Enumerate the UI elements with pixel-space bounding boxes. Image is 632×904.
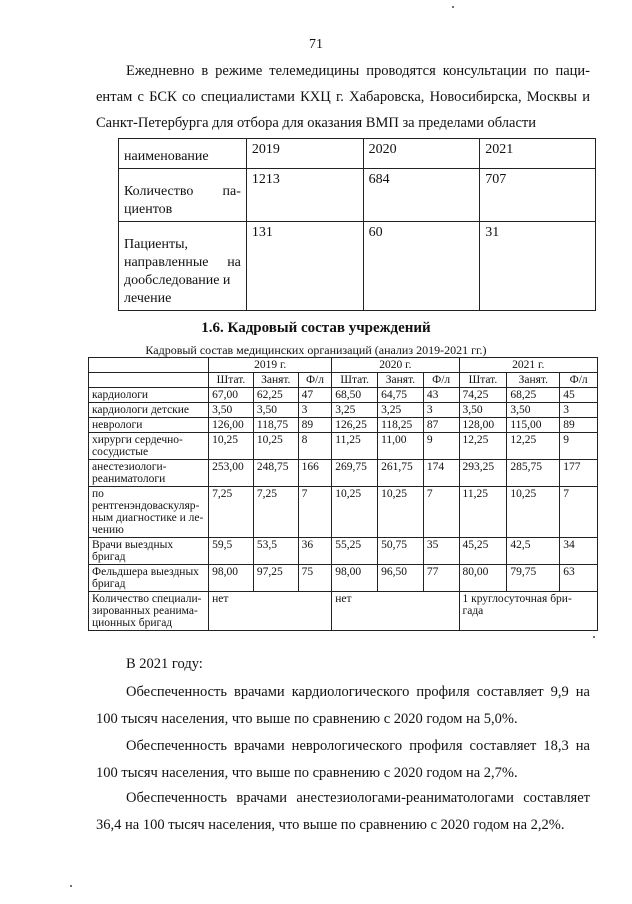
scan-speck [70, 885, 72, 887]
table-cell: 3 [560, 403, 598, 418]
subheader: Ф/л [423, 373, 459, 388]
row-label [89, 565, 209, 592]
page-number: 71 [309, 37, 323, 52]
table-cell: 166 [298, 460, 332, 487]
table-cell: 64,75 [378, 388, 424, 403]
table-cell: 11,25 [332, 433, 378, 460]
empty-cell [89, 358, 209, 373]
table-cell: 12,25 [459, 433, 507, 460]
table-cell: 53,5 [253, 538, 298, 565]
intro-line-1: Ежедневно в режиме телемедицины проводятся консультации по паци- [126, 63, 590, 79]
table-cell: 75 [298, 565, 332, 592]
label-line: анестезиологи- [92, 461, 167, 473]
stat-3-line-1: Обеспеченность врачами анестезиологами-реаниматологами составляет [126, 790, 590, 806]
table-cell: 10,25 [209, 433, 254, 460]
table-cell: нет [332, 592, 459, 631]
staffing-table [88, 357, 598, 631]
year-header: 2019 г. [209, 358, 332, 373]
table-cell: 131 [246, 222, 363, 311]
section-title: 1.6. Кадровый состав учреждений [201, 320, 431, 336]
table-row [119, 169, 596, 222]
table-cell: 63 [560, 565, 598, 592]
stat-1-line-2: 100 тысяч населения, что выше по сравнению с 2020 годом на 5,0%. [96, 711, 518, 727]
table-cell: 68,50 [332, 388, 378, 403]
table-cell: 89 [560, 418, 598, 433]
consultations-table [118, 138, 596, 311]
header-cell: 2021 [480, 139, 596, 169]
intro-line-2: ентам с БСК со специалистами КХЦ г. Хабаровска, Новосибирска, Москвы и [96, 89, 590, 105]
table-cell: 42,5 [507, 538, 560, 565]
subheader: Занят. [507, 373, 560, 388]
year-header: 2020 г. [332, 358, 459, 373]
table-cell: 11,25 [459, 487, 507, 538]
label-line: чению [92, 524, 124, 536]
year-heading: В 2021 году: [126, 656, 203, 672]
empty-cell [89, 373, 209, 388]
table-cell: 177 [560, 460, 598, 487]
table-cell: 3,50 [253, 403, 298, 418]
table-row [89, 418, 598, 433]
table-row [89, 565, 598, 592]
header-cell: 2019 [246, 139, 363, 169]
table-cell: 10,25 [253, 433, 298, 460]
table-cell: 60 [363, 222, 480, 311]
table-cell: 7 [298, 487, 332, 538]
table-cell: 97,25 [253, 565, 298, 592]
table-cell: 80,00 [459, 565, 507, 592]
table-row [89, 538, 598, 565]
stat-3-line-2: 36,4 на 100 тысяч населения, что выше по сравнению с 2020 годом на 2,2%. [96, 817, 565, 833]
subheader: Занят. [378, 373, 424, 388]
table-cell: 98,00 [209, 565, 254, 592]
table-cell: 68,25 [507, 388, 560, 403]
table-cell: 12,25 [507, 433, 560, 460]
table-cell: 8 [298, 433, 332, 460]
table-cell: 45,25 [459, 538, 507, 565]
table-row [89, 403, 598, 418]
label-line: Пациенты, [124, 237, 189, 252]
table-cell: 47 [298, 388, 332, 403]
table-row [89, 433, 598, 460]
row-label: Врачи выездных бригад [89, 538, 209, 565]
table-cell: 7 [423, 487, 459, 538]
table-row [89, 388, 598, 403]
table-cell: 43 [423, 388, 459, 403]
table-cell: 269,75 [332, 460, 378, 487]
table-cell: 35 [423, 538, 459, 565]
table-cell: 126,00 [209, 418, 254, 433]
subheader-row [89, 373, 598, 388]
table-cell: 293,25 [459, 460, 507, 487]
table-cell: 62,25 [253, 388, 298, 403]
table-cell: 10,25 [332, 487, 378, 538]
table-cell: 50,75 [378, 538, 424, 565]
table-cell: 118,25 [378, 418, 424, 433]
table-cell [459, 592, 598, 631]
table-cell: 115,00 [507, 418, 560, 433]
table-cell: 34 [560, 538, 598, 565]
row-label [119, 169, 247, 222]
label-line: направленные на [124, 255, 241, 270]
table-cell: 79,75 [507, 565, 560, 592]
table-row [119, 222, 596, 311]
row-label: кардиологи [89, 388, 209, 403]
subheader: Штат. [332, 373, 378, 388]
table-cell: 10,25 [378, 487, 424, 538]
scan-speck [593, 636, 595, 638]
table-row [89, 487, 598, 538]
table-cell: 128,00 [459, 418, 507, 433]
table-cell: 74,25 [459, 388, 507, 403]
table-cell: нет [209, 592, 332, 631]
scan-speck [452, 6, 454, 8]
table-cell: 3,50 [209, 403, 254, 418]
table-cell: 55,25 [332, 538, 378, 565]
row-label: неврологи [89, 418, 209, 433]
table-cell: 59,5 [209, 538, 254, 565]
table-cell: 3 [298, 403, 332, 418]
subheader: Штат. [459, 373, 507, 388]
table-cell: 261,75 [378, 460, 424, 487]
table-cell: 684 [363, 169, 480, 222]
table-cell: 248,75 [253, 460, 298, 487]
table-cell: 11,00 [378, 433, 424, 460]
table-cell: 3,25 [378, 403, 424, 418]
table-cell: 10,25 [507, 487, 560, 538]
label-line: по рентгенэндоваскуляр- [92, 488, 200, 512]
label-line: хирурги сердечно- [92, 434, 183, 446]
table-cell: 3 [423, 403, 459, 418]
table-cell: 126,25 [332, 418, 378, 433]
table-cell: 1213 [246, 169, 363, 222]
label-line: Количество па- [124, 184, 241, 199]
stat-2-line-1: Обеспеченность врачами неврологического профиля составляет 18,3 на [126, 738, 590, 754]
label-line: бригад [92, 578, 126, 590]
table-cell: 96,50 [378, 565, 424, 592]
table-cell: 174 [423, 460, 459, 487]
row-label [89, 433, 209, 460]
table-caption: Кадровый состав медицинских организаций (анализ 2019-2021 гг.) [145, 343, 487, 357]
table-cell: 36 [298, 538, 332, 565]
table-row [89, 592, 598, 631]
intro-line-3: Санкт-Петербурга для отбора для оказания ВМП за пределами области [96, 115, 537, 131]
year-header: 2021 г. [459, 358, 598, 373]
table-cell: 9 [423, 433, 459, 460]
table-cell: 9 [560, 433, 598, 460]
cell-line: гада [462, 605, 484, 617]
subheader: Штат. [209, 373, 254, 388]
table-cell: 77 [423, 565, 459, 592]
table-cell: 7,25 [253, 487, 298, 538]
table-cell: 87 [423, 418, 459, 433]
table-header-row [119, 139, 596, 169]
row-label: кардиологи детские [89, 403, 209, 418]
table-cell: 707 [480, 169, 596, 222]
label-line: ным диагностике и ле- [92, 512, 204, 524]
table-cell: 3,25 [332, 403, 378, 418]
table-cell: 253,00 [209, 460, 254, 487]
stat-2-line-2: 100 тысяч населения, что выше по сравнению с 2020 годом на 2,7%. [96, 765, 518, 781]
label-line: ционных бригад [92, 617, 173, 629]
header-cell: 2020 [363, 139, 480, 169]
label-line: лечение [124, 291, 172, 306]
table-cell: 3,50 [507, 403, 560, 418]
table-cell: 3,50 [459, 403, 507, 418]
row-label [89, 592, 209, 631]
subheader: Занят. [253, 373, 298, 388]
table-cell: 45 [560, 388, 598, 403]
table-cell: 7,25 [209, 487, 254, 538]
table-cell: 7 [560, 487, 598, 538]
label-line: дообследование и [124, 273, 231, 288]
label-line: реаниматологи [92, 473, 166, 485]
table-cell: 89 [298, 418, 332, 433]
row-label [119, 222, 247, 311]
label-line: Фельдшера выездных [92, 566, 199, 578]
table-cell: 31 [480, 222, 596, 311]
cell-line: 1 круглосуточная бри- [462, 593, 572, 605]
stat-1-line-1: Обеспеченность врачами кардиологического профиля составляет 9,9 на [126, 684, 590, 700]
table-cell: 118,75 [253, 418, 298, 433]
row-label [89, 487, 209, 538]
table-cell: 98,00 [332, 565, 378, 592]
row-label [89, 460, 209, 487]
subheader: Ф/л [298, 373, 332, 388]
year-header-row [89, 358, 598, 373]
header-cell: наименование [119, 139, 247, 169]
label-line: циентов [124, 202, 173, 217]
subheader: Ф/л [560, 373, 598, 388]
label-line: Количество специали- [92, 593, 202, 605]
table-cell: 285,75 [507, 460, 560, 487]
label-line: сосудистые [92, 446, 149, 458]
label-line: зированных реанима- [92, 605, 198, 617]
table-row [89, 460, 598, 487]
table-cell: 67,00 [209, 388, 254, 403]
